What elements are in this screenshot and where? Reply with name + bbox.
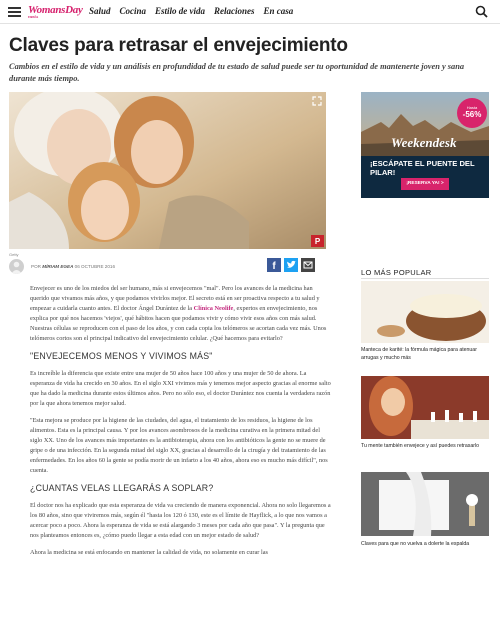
paragraph-1-rest: , expertos en envejecimiento, nos explica por qué nos hacemos 'viejos', qué hábitos hacen que podamos vivir y cómo vivir esos años con más salud. Nuestras células se reproducen con el paso de los años, y con cada copia los telómeros se acortan cada vez más. Unos telómeros cortos son el principal indicativo del envejecimiento celular. ¿Qué hacemos para evitarlo? <box>30 305 327 342</box>
nav-link-cocina[interactable]: Cocina <box>119 6 147 16</box>
clinica-neolife-link[interactable]: Clínica Neolife <box>193 305 234 312</box>
discount-badge-label: Hasta <box>466 105 478 110</box>
logo-subtext: ESPAÑA <box>28 15 38 19</box>
discount-badge <box>457 98 487 128</box>
author-link[interactable]: MÍRIAM EGEA <box>42 264 74 269</box>
weekendesk-ad[interactable] <box>361 92 489 198</box>
image-credit: Getty <box>9 252 19 257</box>
mail-icon <box>301 258 315 272</box>
hero-photo <box>9 92 326 249</box>
popular-item-3-image[interactable] <box>361 472 489 536</box>
publish-date: 06 OCTUBRE 2016 <box>74 264 116 269</box>
hamburger-menu-icon[interactable] <box>8 7 21 17</box>
byline-prefix: POR <box>31 264 41 269</box>
article-title: Claves para retrasar el envejecimiento <box>9 35 348 56</box>
svg-text:P: P <box>314 237 321 246</box>
expand-icon[interactable] <box>312 96 322 106</box>
nav-link-en-casa[interactable]: En casa <box>263 6 294 16</box>
nav-links <box>89 6 293 16</box>
popular-item-1-image[interactable] <box>361 281 489 343</box>
paragraph-4: El doctor nos ha explicado que esta esperanza de vida va creciendo de manera exponencial. Ahora no solo llegaremos a los 80 años, sino que viviremos más, según él "hasta los 120 ó 130, este es el límite de Hayflick, a lo que nos vamos a acercar poco a poco. Ahora la esperanza de vida se está alargando 3 meses por cada año que pasa". Y la pregunta que nos planteamos entonces es, ¿cómo puedo llegar a esta edad con un mejor estado de salud? <box>30 502 331 539</box>
nav-link-relaciones[interactable]: Relaciones <box>214 6 255 16</box>
byline <box>31 264 115 269</box>
shea-butter-photo <box>361 281 489 343</box>
chess-photo <box>361 376 489 439</box>
facebook-icon <box>267 258 281 272</box>
top-navigation <box>0 0 500 24</box>
reserve-button[interactable]: ¡RESERVA YA! > <box>401 178 449 190</box>
hero-image <box>9 92 326 249</box>
popular-item-2-title[interactable]: Tu mente también envejece y así puedes retrasarlo <box>361 443 480 449</box>
popular-section-title: LO MÁS POPULAR <box>361 268 432 277</box>
email-share-button[interactable] <box>301 258 315 272</box>
article-lead: Cambios en el estilo de vida y un análisis en profundidad de tu estado de salud puede ser tu oportunidad de mantenerte joven y sana durante más tiempo. <box>9 62 465 83</box>
popular-item-1-title[interactable]: Manteca de karité: la fórmula mágica para atenuar arrugas y mucho más <box>361 347 477 361</box>
logo-text: WomansDay <box>28 4 83 16</box>
popular-item-2-image[interactable] <box>361 376 489 439</box>
paragraph-5: Ahora la medicina se está enfocando en mantener la calidad de vida, no solamente en curar las <box>30 549 268 556</box>
paragraph-3: "Esta mejora se produce por la higiene de las ciudades, del agua, el tratamiento de los residuos, la higiene de los alimentos. Esta es la principal causa. Y por los avances asombrosos de la medicina curativa en la primera mitad del siglo XX. Uno de los avances más importantes es la antibioterapia, ahora con los antibióticos la gente no se muere de gripe o de una infección. En la segunda mitad del siglo XX, gracias al desarrollo de la cirugía y del tratamiento de las enfermedades. En los años 60 la gente se podía morir de un infarto a los 40 años, ahora eso es mucho más difícil", nos cuenta. <box>30 417 328 474</box>
paragraph-1 <box>30 284 332 344</box>
facebook-share-button[interactable] <box>267 258 281 272</box>
paragraph-1-text: Envejecer es uno de los miedos del ser humano, más si envejecemos "mal". Pero los avances de la medicina han querido que vivamos más años, y que podamos vivirlos mejor. El secreto está en ser proactiva respecto a tu salud y empezar a cuidarla cuanto antes. El doctor Ángel Durántez de la <box>30 285 320 312</box>
section-heading-1: "ENVEJECEMOS MENOS Y VIVIMOS MÁS" <box>30 351 213 361</box>
twitter-icon <box>284 258 298 272</box>
nav-link-estilo-de-vida[interactable]: Estilo de vida <box>155 6 206 16</box>
twitter-share-button[interactable] <box>284 258 298 272</box>
article-body <box>30 284 332 565</box>
share-buttons <box>267 258 315 272</box>
pinterest-share-button[interactable] <box>311 235 324 247</box>
avatar-icon <box>9 259 24 274</box>
author-avatar <box>9 259 24 274</box>
popular-item-3-title[interactable]: Claves para que no vuelva a dolerte la espalda <box>361 541 470 547</box>
pinterest-icon <box>311 235 324 247</box>
nav-link-salud[interactable]: Salud <box>89 6 111 16</box>
popular-divider <box>361 278 489 279</box>
search-icon[interactable] <box>475 5 488 18</box>
paragraph-2: Es increíble la diferencia que existe entre una mujer de 50 años hace 100 años y una mujer de 50 de ahora. La esperanza de vida ha crecido en 30 años. En el siglo XXI vivimos más y tenemos mejor aspecto gracias al enorme salto que ha dado la medicina durante estos últimos años. Pero no sólo eso, el doctor Durántez nos cuenta la verdadera razón por la que ahora tenemos mejor salud. <box>30 370 331 407</box>
svg-text:f: f <box>272 261 276 272</box>
site-logo[interactable] <box>28 4 83 19</box>
discount-badge-value: -56% <box>462 110 482 119</box>
back-pain-photo <box>361 472 489 536</box>
section-heading-2: ¿CUANTAS VELAS LLEGARÁS A SOPLAR? <box>30 483 214 493</box>
ad-brand: Weekendesk <box>391 135 457 150</box>
ad-headline: ¡ESCÁPATE EL PUENTE DEL PILAR! <box>370 159 475 177</box>
